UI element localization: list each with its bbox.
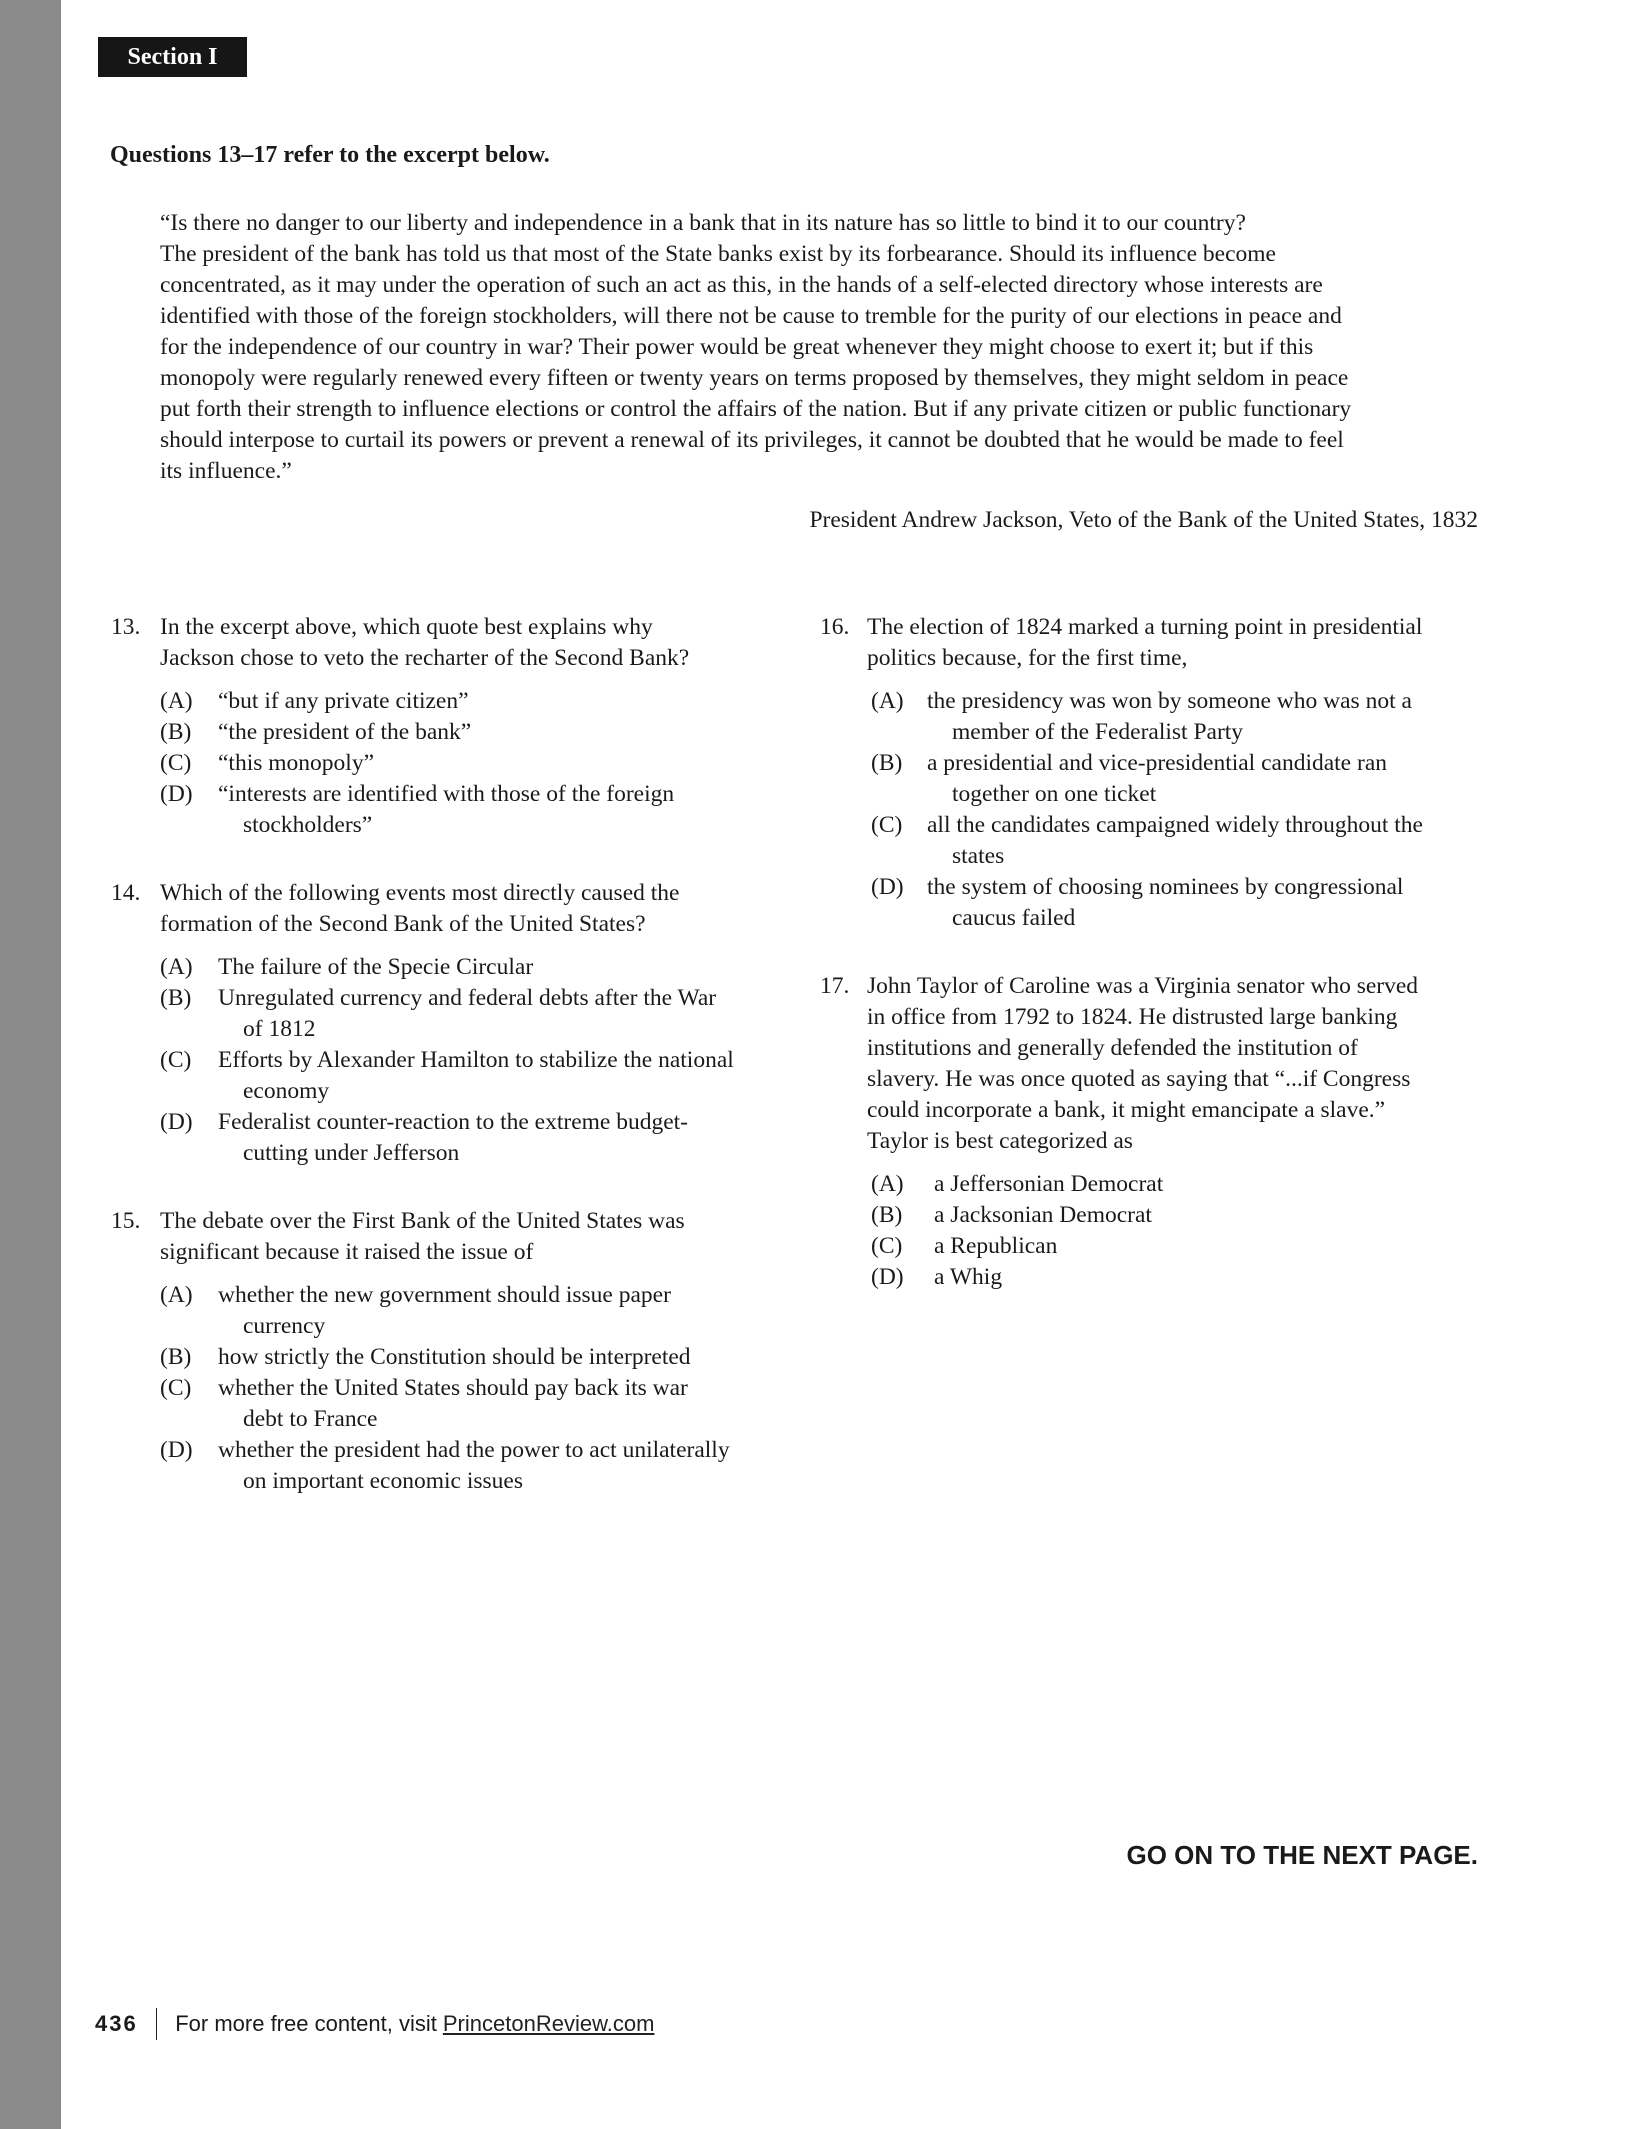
choice-text: whether the new government should issue paper currency (218, 1282, 671, 1339)
go-on-next-page: GO ON TO THE NEXT PAGE. (1126, 1840, 1478, 1870)
footer-divider (156, 2008, 158, 2040)
question-17 (820, 971, 1510, 1293)
question-15 (111, 1206, 801, 1497)
choice-text: a Republican (934, 1233, 1058, 1259)
passage-line: put forth their strength to influence elections or control the affairs of the nation. But if any private citizen or public functionary (160, 396, 1352, 422)
choice-letter: (D) (160, 1437, 193, 1463)
answer-choice[interactable] (820, 1200, 1510, 1231)
answer-choice[interactable] (111, 1373, 801, 1435)
answer-choices (820, 686, 1510, 934)
page-number: 436 (95, 2011, 138, 2036)
choice-letter: (A) (160, 688, 193, 714)
choice-text: whether the president had the power to act unilaterally on important economic issues (218, 1437, 730, 1494)
answer-choice[interactable] (111, 1435, 801, 1497)
questions-heading: Questions 13–17 refer to the excerpt below. (110, 142, 550, 168)
passage-line: for the independence of our country in war? Their power would be great whenever they might choose to exert it; but if this (160, 334, 1314, 360)
answer-choice[interactable] (111, 686, 801, 717)
passage-line: The president of the bank has told us that most of the State banks exist by its forbearance. Should its influence become (160, 241, 1276, 267)
question-stem: Which of the following events most directly caused the formation of the Second Bank of the United States? (160, 880, 680, 937)
choice-text: “this monopoly” (218, 750, 374, 776)
right-question-column (820, 612, 1510, 1330)
answer-choice[interactable] (111, 952, 801, 983)
choice-text: Efforts by Alexander Hamilton to stabilize the national economy (218, 1047, 734, 1104)
answer-choices (111, 686, 801, 841)
answer-choice[interactable] (820, 748, 1510, 810)
choice-letter: (D) (160, 1109, 193, 1135)
excerpt-attribution: President Andrew Jackson, Veto of the Bank of the United States, 1832 (809, 507, 1478, 533)
question-stem: John Taylor of Caroline was a Virginia senator who served in office from 1792 to 1824. He distrusted large banking institutions and generally defended the institution of slavery. He was once quoted as saying that “...if Congress could incorporate a bank, it might emancipate a slave.” Taylor is best categorized as (867, 973, 1419, 1154)
choice-letter: (D) (160, 781, 193, 807)
choice-letter: (B) (871, 1202, 903, 1228)
passage-line: its influence.” (160, 458, 292, 484)
answer-choice[interactable] (820, 810, 1510, 872)
choice-text: “interests are identified with those of the foreign stockholders” (218, 781, 675, 838)
question-number: 17. (820, 973, 850, 999)
choice-letter: (C) (160, 1375, 192, 1401)
section-label: Section I (98, 37, 247, 77)
answer-choices (820, 1169, 1510, 1293)
question-number: 16. (820, 614, 850, 640)
question-stem: The debate over the First Bank of the United States was significant because it raised the issue of (160, 1208, 685, 1265)
choice-text: all the candidates campaigned widely throughout the states (927, 812, 1423, 869)
choice-letter: (D) (871, 1264, 904, 1290)
choice-letter: (B) (160, 1344, 192, 1370)
choice-text: Unregulated currency and federal debts after the War of 1812 (218, 985, 717, 1042)
answer-choice[interactable] (820, 1231, 1510, 1262)
question-stem: In the excerpt above, which quote best explains why Jackson chose to veto the recharter of the Second Bank? (160, 614, 690, 671)
answer-choices (111, 952, 801, 1169)
passage-line: concentrated, as it may under the operation of such an act as this, in the hands of a self-elected directory whose interests are (160, 272, 1323, 298)
passage-line: should interpose to curtail its powers or prevent a renewal of its privileges, it cannot be doubted that he would be made to feel (160, 427, 1344, 453)
answer-choice[interactable] (111, 779, 801, 841)
answer-choice[interactable] (820, 1169, 1510, 1200)
answer-choice[interactable] (111, 717, 801, 748)
answer-choice[interactable] (111, 748, 801, 779)
answer-choice[interactable] (111, 983, 801, 1045)
question-14 (111, 878, 801, 1169)
answer-choice[interactable] (820, 1262, 1510, 1293)
answer-choice[interactable] (111, 1045, 801, 1107)
question-number: 13. (111, 614, 141, 640)
footer-text: For more free content, visit (175, 2011, 437, 2036)
choice-text: the presidency was won by someone who was not a member of the Federalist Party (927, 688, 1412, 745)
question-number: 14. (111, 880, 141, 906)
choice-text: a Jacksonian Democrat (934, 1202, 1152, 1228)
choice-letter: (A) (871, 1171, 904, 1197)
choice-text: a presidential and vice-presidential candidate ran together on one ticket (927, 750, 1387, 807)
choice-letter: (B) (160, 985, 192, 1011)
question-stem: The election of 1824 marked a turning point in presidential politics because, for the first time, (867, 614, 1423, 671)
page-gutter-bar (0, 0, 61, 2129)
choice-text: Federalist counter-reaction to the extreme budget- cutting under Jefferson (218, 1109, 688, 1166)
page-footer (95, 2008, 654, 2040)
choice-text: The failure of the Specie Circular (218, 954, 534, 980)
choice-letter: (C) (871, 1233, 903, 1259)
choice-text: whether the United States should pay back its war debt to France (218, 1375, 688, 1432)
question-16 (820, 612, 1510, 934)
choice-letter: (C) (871, 812, 903, 838)
princeton-review-link[interactable]: PrincetonReview.com (442, 2011, 655, 2036)
choice-text: how strictly the Constitution should be interpreted (218, 1344, 691, 1370)
answer-choice[interactable] (820, 872, 1510, 934)
choice-text: a Whig (934, 1264, 1003, 1290)
excerpt-passage (160, 208, 1490, 487)
answer-choice[interactable] (111, 1280, 801, 1342)
choice-text: the system of choosing nominees by congressional caucus failed (927, 874, 1404, 931)
answer-choice[interactable] (820, 686, 1510, 748)
choice-letter: (B) (871, 750, 903, 776)
choice-letter: (C) (160, 1047, 192, 1073)
choice-text: a Jeffersonian Democrat (934, 1171, 1164, 1197)
passage-line: “Is there no danger to our liberty and independence in a bank that in its nature has so little to bind it to our country? (160, 210, 1246, 236)
choice-letter: (C) (160, 750, 192, 776)
choice-letter: (A) (871, 688, 904, 714)
choice-text: “but if any private citizen” (218, 688, 469, 714)
passage-line: identified with those of the foreign stockholders, will there not be cause to tremble for the purity of our elections in peace and (160, 303, 1342, 329)
choice-letter: (A) (160, 954, 193, 980)
left-question-column (111, 612, 801, 1534)
answer-choice[interactable] (111, 1342, 801, 1373)
answer-choice[interactable] (111, 1107, 801, 1169)
question-number: 15. (111, 1208, 141, 1234)
choice-letter: (A) (160, 1282, 193, 1308)
choice-letter: (B) (160, 719, 192, 745)
question-13 (111, 612, 801, 841)
answer-choices (111, 1280, 801, 1497)
passage-line: monopoly were regularly renewed every fifteen or twenty years on terms proposed by themselves, they might seldom in peace (160, 365, 1349, 391)
choice-letter: (D) (871, 874, 904, 900)
choice-text: “the president of the bank” (218, 719, 472, 745)
